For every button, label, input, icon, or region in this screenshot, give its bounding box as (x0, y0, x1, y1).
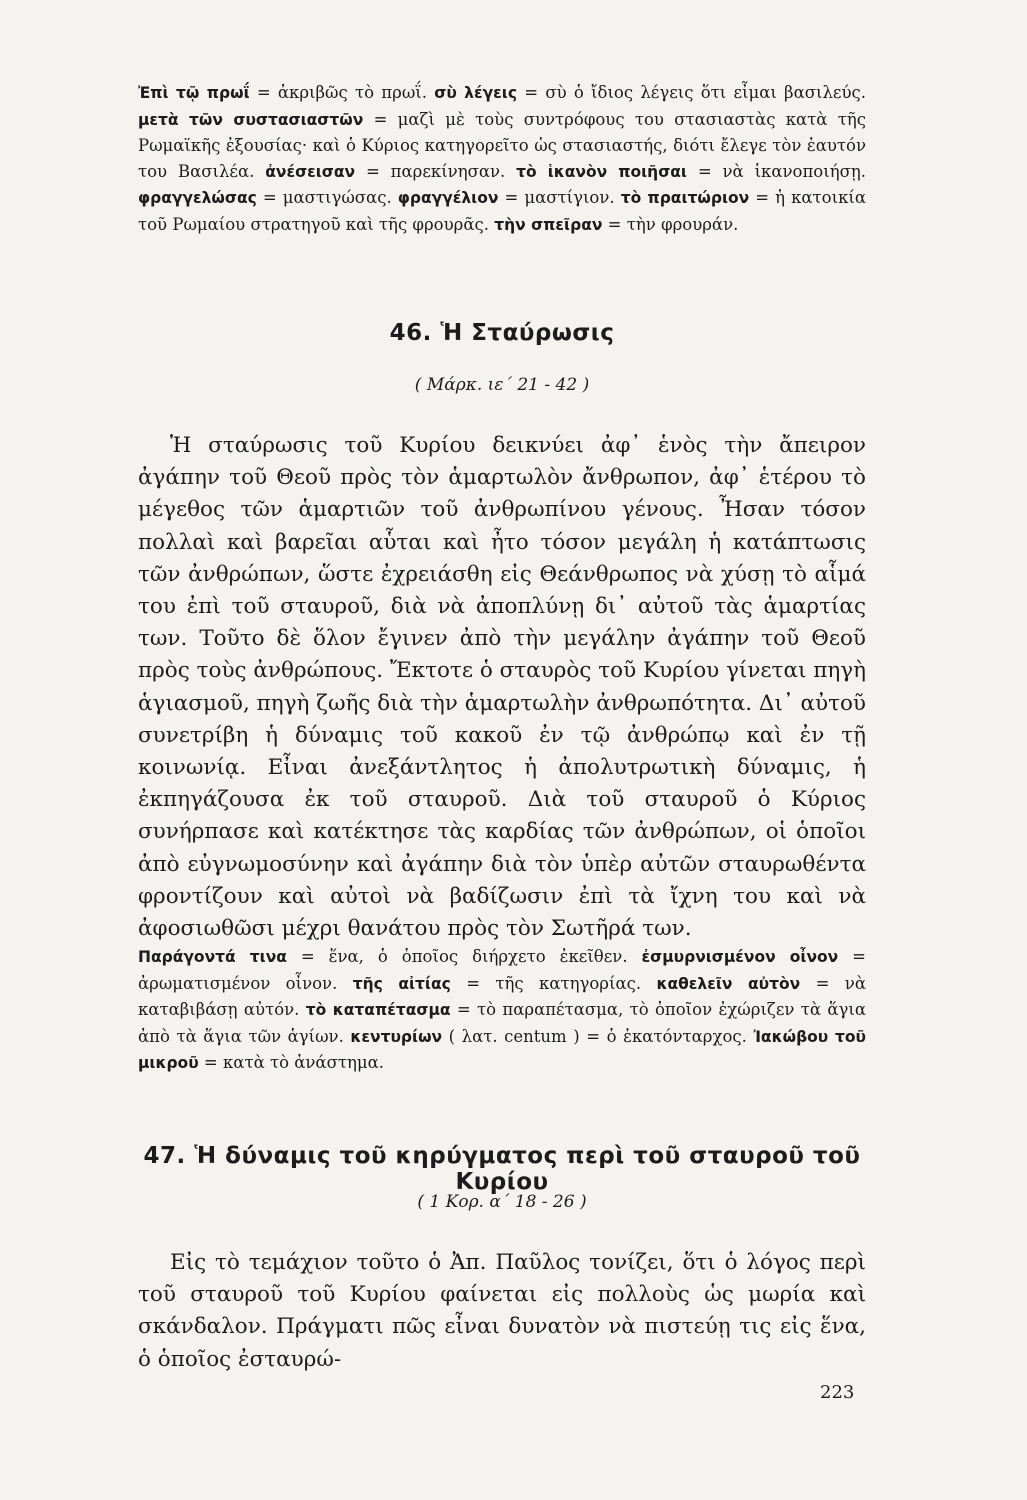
paragraph: Ἡ σταύρωσις τοῦ Κυρίου δεικνύει ἀφ᾽ ἑνὸς τὴν ἄπειρον ἀγάπην τοῦ Θεοῦ πρὸς τὸν ἁμαρτωλὸν ἄνθρωπον, ἀφ᾽ ἑτέρου τὸ μέγεθος τῶν ἁμαρτιῶν τοῦ ἀνθρωπίνου γένους. Ἦσαν τόσον πολλαὶ καὶ βαρεῖαι αὗται καὶ ἦτο τόσον μεγάλη ἡ κατάπτωσις τῶν ἀνθρώπων, ὥστε ἐχρειάσθη εἰς Θεάνθρωπος νὰ χύσῃ τὸ αἷμά του ἐπὶ τοῦ σταυροῦ, διὰ νὰ ἀποπλύνῃ δι᾽ αὐτοῦ τὰς ἁμαρτίας των. Τοῦτο δὲ ὅλον ἔγινεν ἀπὸ τὴν μεγάλην ἀγάπην τοῦ Θεοῦ πρὸς τοὺς ἀνθρώπους. Ἔκτοτε ὁ σταυρὸς τοῦ Κυρίου γίνεται πηγὴ ἁγιασμοῦ, πηγὴ ζωῆς διὰ τὴν ἁμαρτωλὴν ἀνθρωπότητα. Δι᾽ αὐτοῦ συνετρίβη ἡ δύναμις τοῦ κακοῦ ἐν τῷ ἀνθρώπῳ καὶ ἐν τῇ κοινωνίᾳ. Εἶναι ἀνεξάντλητος ἡ ἀπολυτρωτικὴ δύναμις, ἡ ἐκπηγάζουσα ἐκ τοῦ σταυροῦ. Διὰ τοῦ σταυροῦ ὁ Κύριος συνήρπασε καὶ κατέκτησε τὰς καρδίας τῶν ἀνθρώπων, οἱ ὁποῖοι ἀπὸ εὐγνωμοσύνην καὶ ἀγάπην διὰ τὸν ὑπὲρ αὐτῶν σταυρωθέντα φροντίζουν καὶ αὐτοὶ νὰ βαδίζωσιν ἐπὶ τὰ ἴχνη του καὶ νὰ ἀφοσιωθῶσι μέχρι θανάτου πρὸς τὸν Σωτῆρά των. (138, 433, 866, 942)
definition: = παρεκίνησαν. (355, 161, 517, 181)
section-46-title: 46. Ἡ Σταύρωσις (389, 320, 615, 346)
term: ἐσμυρνισμένον οἶνον (641, 948, 839, 966)
section-46-body (138, 430, 866, 945)
term: μετὰ τῶν συστασιαστῶν (138, 110, 364, 129)
page-number: 223 (820, 1382, 855, 1403)
term: Παράγοντά τινα (138, 948, 287, 966)
term: τὴν σπεῖραν (494, 215, 603, 234)
term: τῆς αἰτίας (352, 974, 451, 993)
definition: = μαστιγώσας. (256, 188, 398, 207)
definition: = κατὰ τὸ ἀνάστημα. (198, 1053, 384, 1072)
section-47-reference: ( 1 Κορ. α΄ 18 - 26 ) (417, 1192, 587, 1212)
definition: = τὸ παραπέτασμα, τὸ ὁποῖον ἐχώριζεν τὰ ἅγια ἀπὸ τὰ ἅγια τῶν ἁγίων. (138, 1000, 866, 1046)
section-47-body (138, 1247, 866, 1376)
definition: = νὰ ἱκανοποιήσῃ. (686, 161, 866, 181)
term: τὸ καταπέτασμα (305, 1001, 451, 1019)
definition: = τῆς κατηγορίας. (450, 973, 657, 993)
glossary-notes-top (138, 80, 866, 238)
definition: = μαστίγιον. (498, 188, 621, 207)
definition: = σὺ ὁ ἴδιος λέγεις ὅτι εἶμαι βασιλεύς. (517, 83, 866, 102)
term: τὸ πραιτώριον (620, 189, 750, 207)
definition: = τὴν φρουράν. (602, 214, 739, 234)
paragraph: Εἰς τὸ τεμάχιον τοῦτο ὁ Ἀπ. Παῦλος τονίζει, ὅτι ὁ λόγος περὶ τοῦ σταυροῦ τοῦ Κυρίου φαίνεται εἰς πολλοὺς ὡς μωρία καὶ σκάνδαλον. Πράγματι πῶς εἶναι δυνατὸν νὰ πιστεύῃ τις εἰς ἕνα, ὁ ὁποῖος ἐσταυρώ- (138, 1250, 866, 1372)
term: φραγγελώσας (138, 189, 257, 207)
definition: ( λατ. centum ) = ὁ ἑκατόνταρχος. (442, 1026, 754, 1046)
term: σὺ λέγεις (434, 84, 518, 102)
definition: = ἕνα, ὁ ὁποῖος διήρχετο ἐκεῖθεν. (286, 947, 642, 966)
definition: = ἡ κατοικία τοῦ Ρωμαίου στρατηγοῦ καὶ τῆς φρουρᾶς. (138, 188, 867, 234)
definition: = νὰ καταβιβάσῃ αὐτόν. (138, 973, 866, 1019)
term: Ἐπὶ τῷ πρωΐ (138, 84, 250, 102)
term: κεντυρίων (350, 1027, 443, 1046)
glossary-notes-bottom (138, 944, 866, 1077)
term: Ἰακώβου τοῦ μικροῦ (138, 1027, 866, 1072)
section-47-title: 47. Ἡ δύναμις τοῦ κηρύγματος περὶ τοῦ σταυροῦ τοῦ Κυρίου (143, 1143, 861, 1195)
section-46-reference: ( Μάρκ. ιε΄ 21 - 42 ) (414, 375, 590, 395)
term: τὸ ἱκανὸν ποιῆσαι (516, 162, 687, 181)
term: καθελεῖν αὐτὸν (656, 974, 801, 993)
definition: = μαζὶ μὲ τοὺς συντρόφους του στασιαστὰς κατὰ τῆς Ρωμαϊκῆς ἐξουσίας· καὶ ὁ Κύριος κατηγορεῖτο ὡς στασιαστής, διότι ἔλεγε τὸν ἑαυτόν του Βασιλέα. (138, 109, 866, 181)
definition: = ἀκριβῶς τὸ πρωΐ. (249, 83, 435, 102)
term: φραγγέλιον (397, 189, 499, 207)
definition: = ἀρωματισμένον οἶνον. (138, 947, 867, 993)
term: ἀνέσεισαν (265, 162, 356, 181)
